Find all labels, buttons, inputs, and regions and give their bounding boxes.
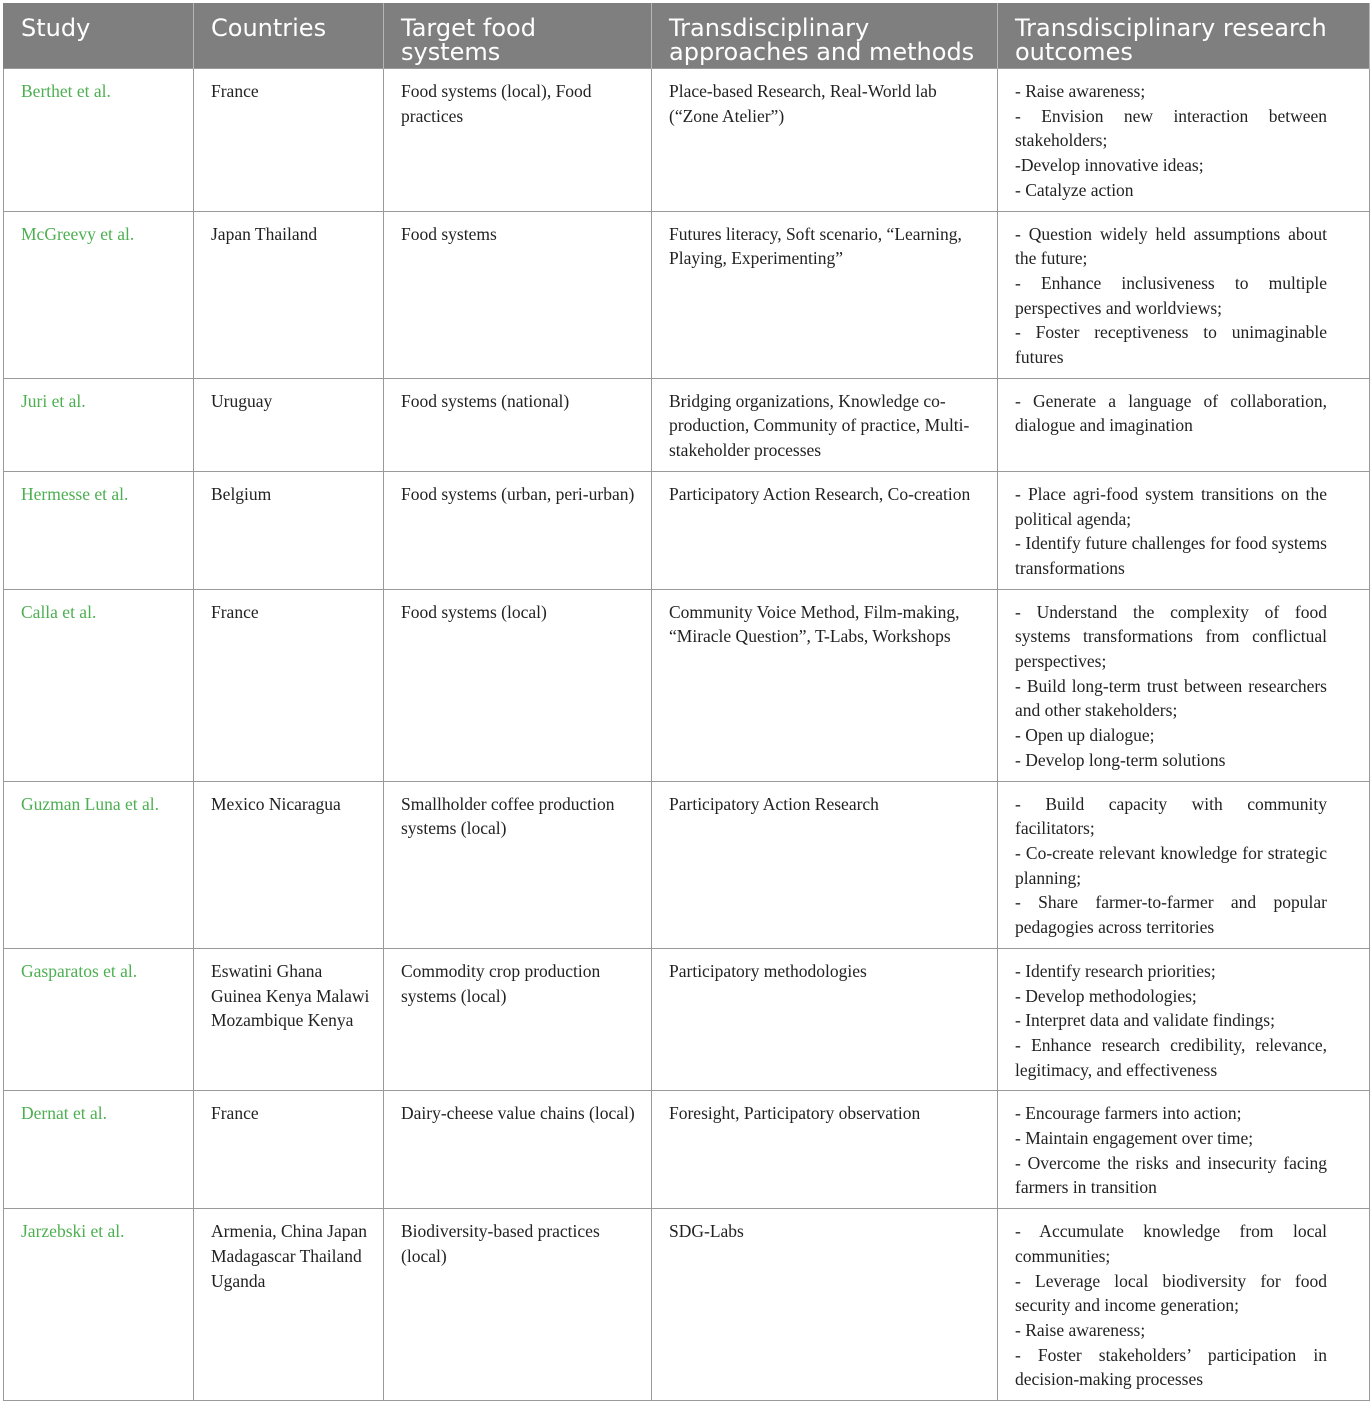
outcome-item: - Share farmer-to-farmer and popular pedagogies across territories [1015, 892, 1327, 938]
outcome-item: - Build long-term trust between researchers and other stakeholders; [1015, 675, 1327, 721]
target-food-systems-cell: Food systems [384, 211, 652, 378]
table-row [4, 69, 1370, 212]
countries-cell: Japan Thailand [194, 211, 384, 378]
countries-cell: Belgium [194, 471, 384, 589]
target-food-systems-cell: Commodity crop production systems (local) [384, 948, 652, 1091]
outcomes-cell [998, 1091, 1370, 1209]
outcome-item: - Question widely held assumptions about the future; [1015, 223, 1327, 269]
countries-cell: Eswatini Ghana Guinea Kenya Malawi Mozambique Kenya [194, 948, 384, 1091]
study-cell[interactable]: Dernat et al. [4, 1091, 194, 1209]
header-research-outcomes: Transdisciplinary research outcomes [998, 3, 1370, 69]
table-row [4, 589, 1370, 781]
outcome-item: - Accumulate knowledge from local communities; [1015, 1221, 1327, 1266]
outcome-item: - Interpret data and validate findings; [1015, 1010, 1275, 1031]
approaches-cell: Participatory Action Research [652, 781, 998, 948]
approaches-cell: Futures literacy, Soft scenario, “Learning, Playing, Experimenting” [652, 211, 998, 378]
outcome-item: - Co-create relevant knowledge for strategic planning; [1015, 842, 1327, 888]
outcome-item: - Enhance inclusiveness to multiple perspectives and worldviews; [1015, 272, 1327, 318]
outcomes-cell [998, 471, 1370, 589]
study-cell[interactable]: Calla et al. [4, 589, 194, 781]
target-food-systems-cell: Biodiversity-based practices (local) [384, 1209, 652, 1401]
outcome-item: - Open up dialogue; [1015, 725, 1155, 746]
outcome-item: - Generate a language of collaboration, dialogue and imagination [1015, 390, 1327, 436]
header-row [4, 3, 1370, 69]
target-food-systems-cell: Food systems (national) [384, 378, 652, 471]
study-cell[interactable]: Berthet et al. [4, 69, 194, 212]
outcomes-cell [998, 69, 1370, 212]
study-cell[interactable]: Jarzebski et al. [4, 1209, 194, 1401]
table-row [4, 1209, 1370, 1401]
table-row [4, 471, 1370, 589]
table-row [4, 211, 1370, 378]
study-cell[interactable]: Hermesse et al. [4, 471, 194, 589]
study-cell[interactable]: McGreevy et al. [4, 211, 194, 378]
approaches-cell: Community Voice Method, Film-making, “Miracle Question”, T-Labs, Workshops [652, 589, 998, 781]
countries-cell: France [194, 69, 384, 212]
outcome-item: - Identify future challenges for food systems transformations [1015, 533, 1327, 578]
study-cell[interactable]: Guzman Luna et al. [4, 781, 194, 948]
outcome-item: - Understand the complexity of food systems transformations from conflictual perspectives; [1015, 601, 1327, 672]
header-study: Study [4, 3, 194, 69]
outcome-item: - Foster stakeholders’ participation in decision-making processes [1015, 1344, 1327, 1390]
studies-table [3, 3, 1370, 1401]
study-cell[interactable]: Gasparatos et al. [4, 948, 194, 1091]
header-target-food-systems: Target food systems [384, 3, 652, 69]
outcomes-cell [998, 378, 1370, 471]
target-food-systems-cell: Food systems (local), Food practices [384, 69, 652, 212]
approaches-cell: Bridging organizations, Knowledge co-production, Community of practice, Multi-stakeholder processes [652, 378, 998, 471]
target-food-systems-cell: Food systems (local) [384, 589, 652, 781]
table-row [4, 1091, 1370, 1209]
approaches-cell: SDG-Labs [652, 1209, 998, 1401]
table-body [4, 69, 1370, 1401]
outcomes-cell [998, 211, 1370, 378]
outcome-item: - Envision new interaction between stakeholders; [1015, 105, 1327, 151]
study-cell[interactable]: Juri et al. [4, 378, 194, 471]
countries-cell: Uruguay [194, 378, 384, 471]
countries-cell: Armenia, China Japan Madagascar Thailand Uganda [194, 1209, 384, 1401]
outcome-item: -Develop innovative ideas; [1015, 155, 1204, 176]
outcome-item: - Raise awareness; [1015, 1319, 1146, 1340]
approaches-cell: Participatory methodologies [652, 948, 998, 1091]
outcomes-cell [998, 948, 1370, 1091]
target-food-systems-cell: Food systems (urban, peri-urban) [384, 471, 652, 589]
approaches-cell: Participatory Action Research, Co-creation [652, 471, 998, 589]
outcome-item: - Raise awareness; [1015, 81, 1146, 101]
countries-cell: France [194, 589, 384, 781]
table-row [4, 378, 1370, 471]
outcome-item: - Build capacity with community facilitators; [1015, 793, 1327, 839]
outcome-item: - Encourage farmers into action; [1015, 1103, 1242, 1124]
outcome-item: - Catalyze action [1015, 179, 1134, 200]
outcome-item: - Maintain engagement over time; [1015, 1128, 1254, 1149]
outcomes-cell [998, 781, 1370, 948]
outcomes-cell [998, 1209, 1370, 1401]
outcomes-cell [998, 589, 1370, 781]
approaches-cell: Place-based Research, Real-World lab (“Zone Atelier”) [652, 69, 998, 212]
outcome-item: - Place agri-food system transitions on the political agenda; [1015, 483, 1327, 529]
countries-cell: Mexico Nicaragua [194, 781, 384, 948]
outcome-item: - Enhance research credibility, relevance, legitimacy, and effectiveness [1015, 1034, 1327, 1080]
outcome-item: - Overcome the risks and insecurity facing farmers in transition [1015, 1152, 1327, 1198]
header-approaches-methods: Transdisciplinary approaches and methods [652, 3, 998, 69]
outcome-item: - Identify research priorities; [1015, 960, 1216, 981]
outcome-item: - Leverage local biodiversity for food security and income generation; [1015, 1270, 1327, 1316]
approaches-cell: Foresight, Participatory observation [652, 1091, 998, 1209]
table-row [4, 781, 1370, 948]
countries-cell: France [194, 1091, 384, 1209]
target-food-systems-cell: Dairy-cheese value chains (local) [384, 1091, 652, 1209]
outcome-item: - Foster receptiveness to unimaginable futures [1015, 322, 1327, 368]
table-row [4, 948, 1370, 1091]
target-food-systems-cell: Smallholder coffee production systems (local) [384, 781, 652, 948]
outcome-item: - Develop long-term solutions [1015, 749, 1226, 770]
header-countries: Countries [194, 3, 384, 69]
outcome-item: - Develop methodologies; [1015, 985, 1197, 1006]
